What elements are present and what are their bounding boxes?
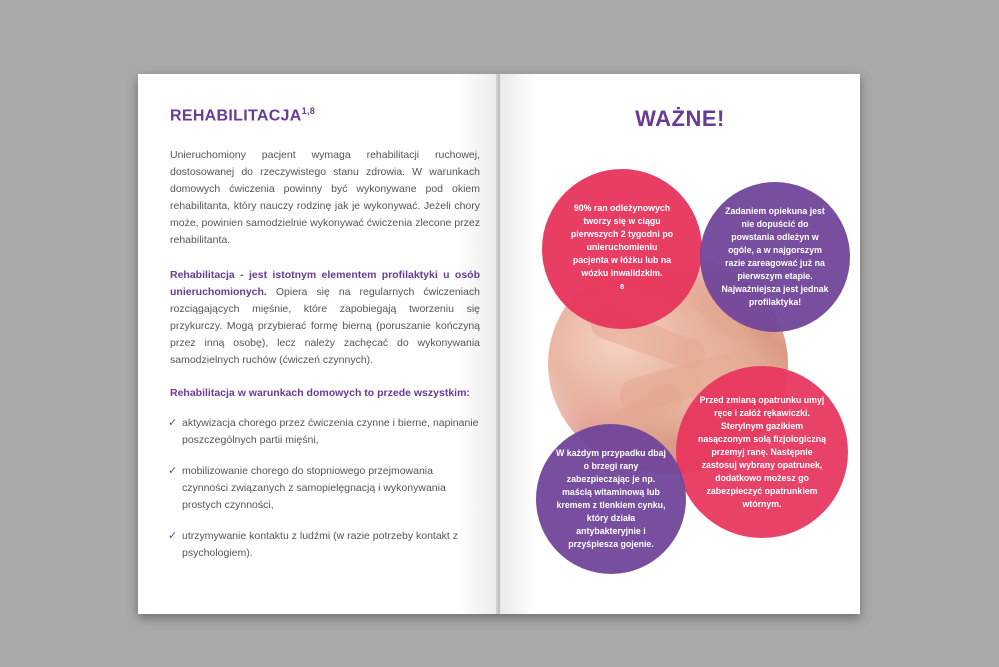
list-item: [170, 415, 480, 449]
checkmark-icon: ✓: [168, 417, 178, 430]
left-page: [138, 74, 498, 614]
list-item-text: utrzymywanie kontaktu z ludźmi (w razie potrzeby kontakt z psychologiem).: [182, 530, 459, 560]
checklist: [170, 415, 480, 562]
list-heading: Rehabilitacja w warunkach domowych to przede wszystkim:: [170, 387, 470, 400]
checkmark-icon: ✓: [168, 530, 178, 543]
info-circle-caregiver: [700, 182, 850, 332]
list-item-text: mobilizowanie chorego do stopniowego przejmowania czynności związanych z samopielęgnacją i wykonywania prostych czynności,: [182, 465, 446, 512]
paragraph-bold-lead: Rehabilitacja - jest istotnym elementem profilaktyki u osób unieruchomionych.: [170, 269, 480, 299]
paragraph-profilaktyka: [170, 267, 480, 369]
info-circle-statistics: [542, 169, 702, 329]
list-item: [170, 528, 480, 562]
info-circle-wound-edges: [536, 424, 686, 574]
page-title: [170, 106, 480, 125]
paragraph-intro: Unieruchomiony pacjent wymaga rehabilitacji ruchowej, dostosowanej do rzeczywistego stanu zdrowia. W warunkach domowych ćwiczenia powinny być wykonywane pod okiem rehabilitanta, który nauczy rodzinę jak je wykonywać. Jeżeli chory może, powinien samodzielnie wykonywać ćwiczenia zlecone przez rehabilitanta.: [170, 149, 480, 247]
circle-text: Zadaniem opiekuna jest nie dopuścić do powstania odleżyn w ogóle, a w najgorszym razie zareagować już na pierwszym etapie. Najważniejsza jest jednak profilaktyka!: [721, 206, 829, 307]
important-heading: WAŻNE!: [635, 106, 725, 131]
title-text: REHABILITACJA: [170, 107, 302, 125]
list-item-text: aktywizacja chorego przez ćwiczenia czynne i bierne, napinanie poszczególnych partii mięśni,: [182, 417, 479, 447]
circle-superscript: 8: [619, 281, 625, 291]
circle-text: W każdym przypadku dbaj o brzegi rany zabezpieczając je np. maścią witaminową lub kremem z tlenkiem cynku, który działa antybakteryjnie i przyśpiesza gojenie.: [556, 448, 666, 549]
brochure: [138, 74, 860, 614]
checkmark-icon: ✓: [168, 465, 178, 478]
info-circle-dressing: [676, 366, 848, 538]
circle-text: 90% ran odleżynowych tworzy się w ciągu pierwszych 2 tygodni po unieruchomieniu pacjenta w łóżku lub na wózku inwalidzkim.: [570, 202, 674, 278]
paragraph-rest: Opiera się na regularnych ćwiczeniach rozciągających mięśnie, które zapobiegają tworzeniu się przykurczy. Mogą przybierać formę bierną (poruszanie kończyną przez inną osobę), lecz należy zachęcać do wykonywania samodzielnych ruchów (ćwiczeń czynnych).: [170, 286, 480, 367]
circle-text: Przed zmianą opatrunku umyj ręce i załóż rękawiczki. Sterylnym gazikiem nasączonym solą fizjologiczną przemyj ranę. Następnie zastosuj wybrany opatrunek, dodatkowo możesz go zabezpieczyć opatrunkiem wtórnym.: [697, 394, 827, 509]
list-item: [170, 463, 480, 514]
title-superscript: 1,8: [301, 106, 316, 116]
right-page: [500, 74, 860, 614]
